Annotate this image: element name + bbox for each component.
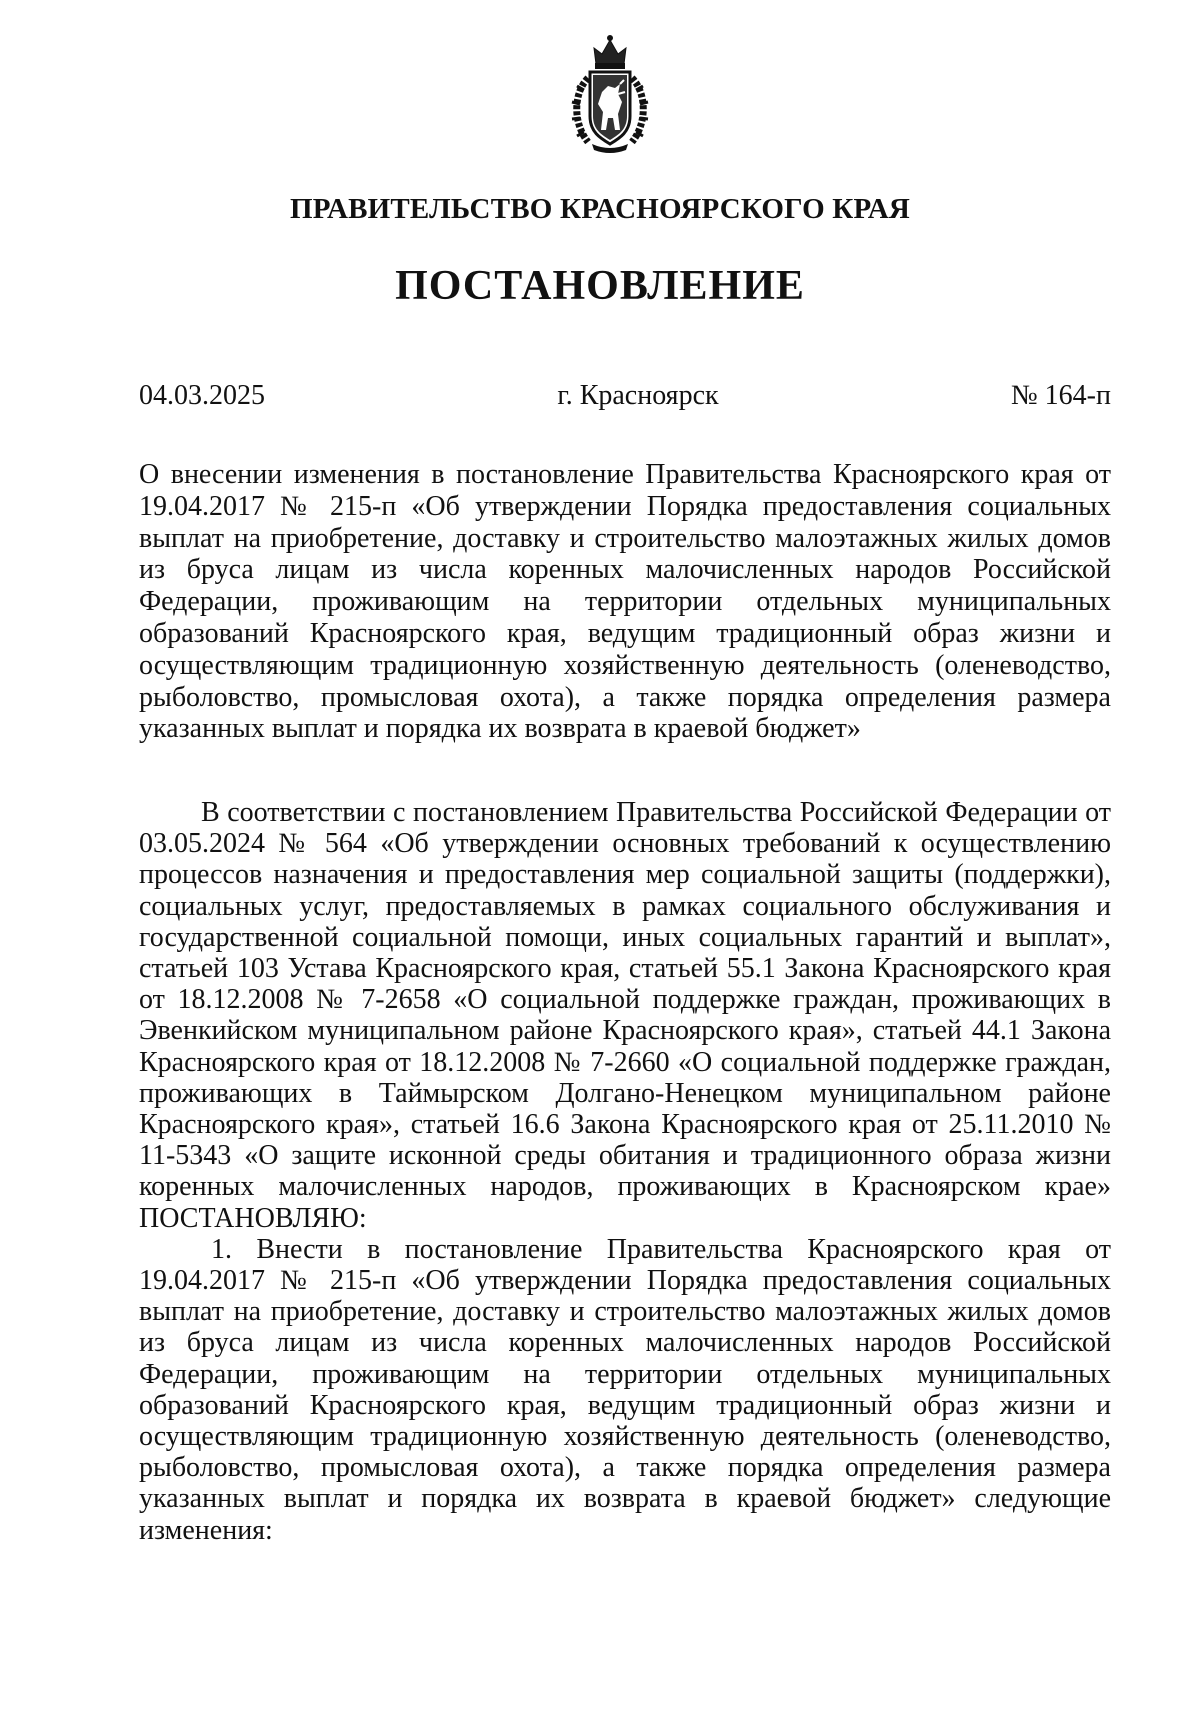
document-type-heading: ПОСТАНОВЛЕНИЕ [395, 263, 805, 309]
document-date: 04.03.2025 [139, 380, 265, 411]
document-number: № 164-п [1010, 380, 1111, 411]
preamble-paragraph: В соответствии с постановлением Правительства Российской Федерации от 03.05.2024 № 564 «Об утверждении основных требований к осуществлению процессов назначения и предоставления мер социальной защиты (поддержки), социальных услуг, предоставляемых в рамках социального обслуживания и государственной социальной помощи, иных социальных гарантий и выплат», статьей 103 Устава Красноярского края, статьей 55.1 Закона Красноярского края от 18.12.2008 № 7-2658 «О социальной поддержке граждан, проживающих в Эвенкийском муниципальном районе Красноярского края», статьей 44.1 Закона Красноярского края от 18.12.2008 № 7-2660 «О социальной поддержке граждан, проживающих в Таймырском Долгано-Ненецком муниципальном районе Красноярского края», статьей 16.6 Закона Красноярского края от 25.11.2010 № 11-5343 «О защите исконной среды обитания и традиционного образа жизни коренных малочисленных народов, проживающих в Красноярском крае» ПОСТАНОВЛЯЮ: [139, 797, 1111, 1234]
krasnoyarsk-coat-of-arms-icon [568, 30, 652, 156]
document-body [139, 797, 1111, 1546]
document-meta-row [139, 380, 1111, 412]
document-city: г. Красноярск [557, 380, 719, 411]
document-title: О внесении изменения в постановление Правительства Красноярского края от 19.04.2017 № 215-п «Об утверждении Порядка предоставления социальных выплат на приобретение, доставку и строительство малоэтажных жилых домов из бруса лицам из числа коренных малочисленных народов Российской Федерации, проживающим на территории отдельных муниципальных образований Красноярского края, ведущим традиционный образ жизни и осуществляющим традиционную хозяйственную деятельность (оленеводство, рыболовство, промысловая охота), а также порядка определения размера указанных выплат и порядка их возврата в краевой бюджет» [139, 459, 1111, 745]
item-1-paragraph: 1. Внести в постановление Правительства Красноярского края от 19.04.2017 № 215-п «Об утверждении Порядка предоставления социальных выплат на приобретение, доставку и строительство малоэтажных жилых домов из бруса лицам из числа коренных малочисленных народов Российской Федерации, проживающим на территории отдельных муниципальных образований Красноярского края, ведущим традиционный образ жизни и осуществляющим традиционную хозяйственную деятельность (оленеводство, рыболовство, промысловая охота), а также порядка определения размера указанных выплат и порядка их возврата в краевой бюджет» следующие изменения: [139, 1233, 1111, 1546]
organization-name: ПРАВИТЕЛЬСТВО КРАСНОЯРСКОГО КРАЯ [289, 193, 911, 225]
